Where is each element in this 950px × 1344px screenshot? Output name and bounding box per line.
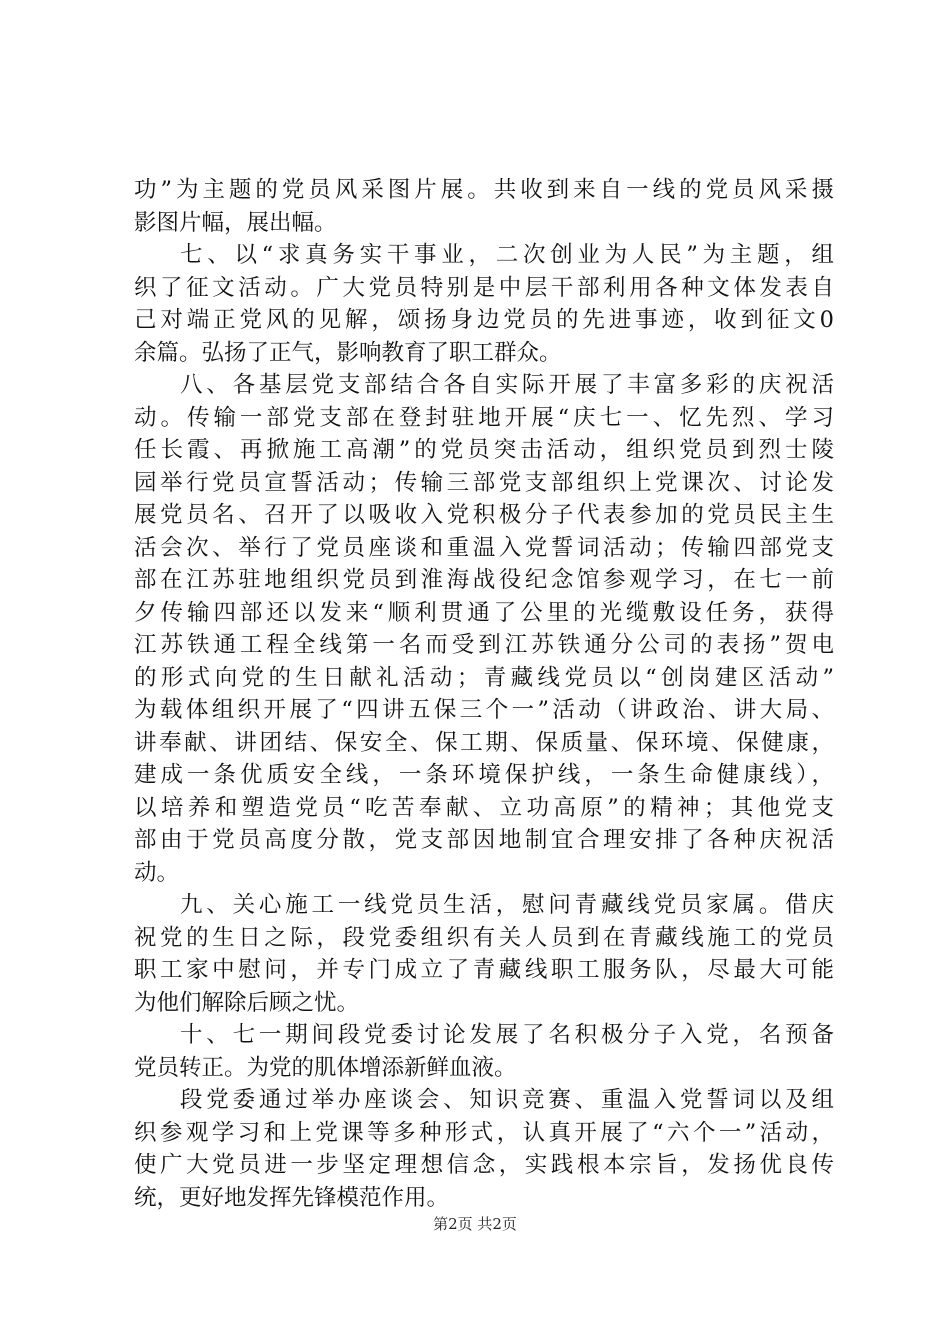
text-line: 祝党的生日之际，段党委组织有关人员到在青藏线施工的党员 — [134, 924, 834, 951]
paragraph — [134, 1084, 834, 1214]
text-line: 为载体组织开展了“四讲五保三个一”活动（讲政治、讲大局、 — [134, 697, 834, 723]
text-line: 建成一条优质安全线，一条环境保护线，一条生命健康线）， — [134, 762, 834, 788]
text-line: 动。传输一部党支部在登封驻地开展“庆七一、忆先烈、学习 — [134, 404, 834, 431]
text-line: 部由于党员高度分散，党支部因地制宜合理安排了各种庆祝活 — [134, 827, 834, 853]
paragraph — [134, 889, 834, 1019]
text-line: 为他们解除后顾之忧。 — [134, 989, 360, 1016]
text-line: 功”为主题的党员风采图片展。共收到来自一线的党员风采摄 — [134, 177, 834, 203]
paragraph — [134, 1019, 834, 1084]
text-line: 园举行党员宣誓活动；传输三部党支部组织上党课次、讨论发 — [134, 469, 834, 496]
text-line: 织了征文活动。广大党员特别是中层干部利用各种文体发表自 — [134, 274, 834, 301]
text-line: 讲奉献、讲团结、保安全、保工期、保质量、保环境、保健康， — [134, 729, 834, 756]
text-line: 任长霞、再掀施工高潮”的党员突击活动，组织党员到烈士陵 — [134, 437, 834, 463]
paragraph — [134, 174, 834, 239]
document-body — [134, 174, 834, 1214]
text-line: 十、七一期间段党委讨论发展了名积极分子入党，名预备 — [180, 1022, 834, 1048]
text-line: 使广大党员进一步坚定理想信念，实践根本宗旨，发扬优良传 — [134, 1152, 834, 1178]
text-line: 七、以“求真务实干事业，二次创业为人民”为主题，组 — [180, 242, 834, 268]
text-line: 影图片幅，展出幅。 — [134, 209, 337, 236]
text-line: 职工家中慰问，并专门成立了青藏线职工服务队，尽最大可能 — [134, 957, 834, 983]
paragraph — [134, 239, 834, 369]
text-line: 八、各基层党支部结合各自实际开展了丰富多彩的庆祝活 — [180, 372, 834, 398]
text-line: 江苏铁通工程全线第一名而受到江苏铁通分公司的表扬”贺电 — [134, 632, 834, 658]
text-line: 以培养和塑造党员“吃苦奉献、立功高原”的精神；其他党支 — [134, 794, 834, 821]
text-line: 展党员名、召开了以吸收入党积极分子代表参加的党员民主生 — [134, 502, 834, 528]
text-line: 夕传输四部还以发来“顺利贯通了公里的光缆敷设任务，获得 — [134, 599, 834, 626]
text-line: 己对端正党风的见解，颂扬身边党员的先进事迹，收到征文0 — [134, 307, 834, 333]
text-line: 九、关心施工一线党员生活，慰问青藏线党员家属。借庆 — [180, 892, 834, 918]
text-line: 党员转正。为党的肌体增添新鲜血液。 — [134, 1054, 517, 1081]
text-line: 活会次、举行了党员座谈和重温入党誓词活动；传输四部党支 — [134, 534, 834, 561]
paragraph — [134, 369, 834, 889]
text-line: 的形式向党的生日献礼活动；青藏线党员以“创岗建区活动” — [134, 664, 834, 691]
text-line: 部在江苏驻地组织党员到淮海战役纪念馆参观学习，在七一前 — [134, 567, 834, 593]
text-line: 段党委通过举办座谈会、知识竞赛、重温入党誓词以及组 — [180, 1087, 834, 1113]
text-line: 余篇。弘扬了正气，影响教育了职工群众。 — [134, 339, 562, 366]
text-line: 动。 — [134, 859, 180, 886]
text-line: 统，更好地发挥先锋模范作用。 — [134, 1184, 450, 1211]
text-line: 织参观学习和上党课等多种形式，认真开展了“六个一”活动， — [134, 1119, 834, 1146]
page-footer: 第2页 共2页 — [433, 1215, 517, 1233]
